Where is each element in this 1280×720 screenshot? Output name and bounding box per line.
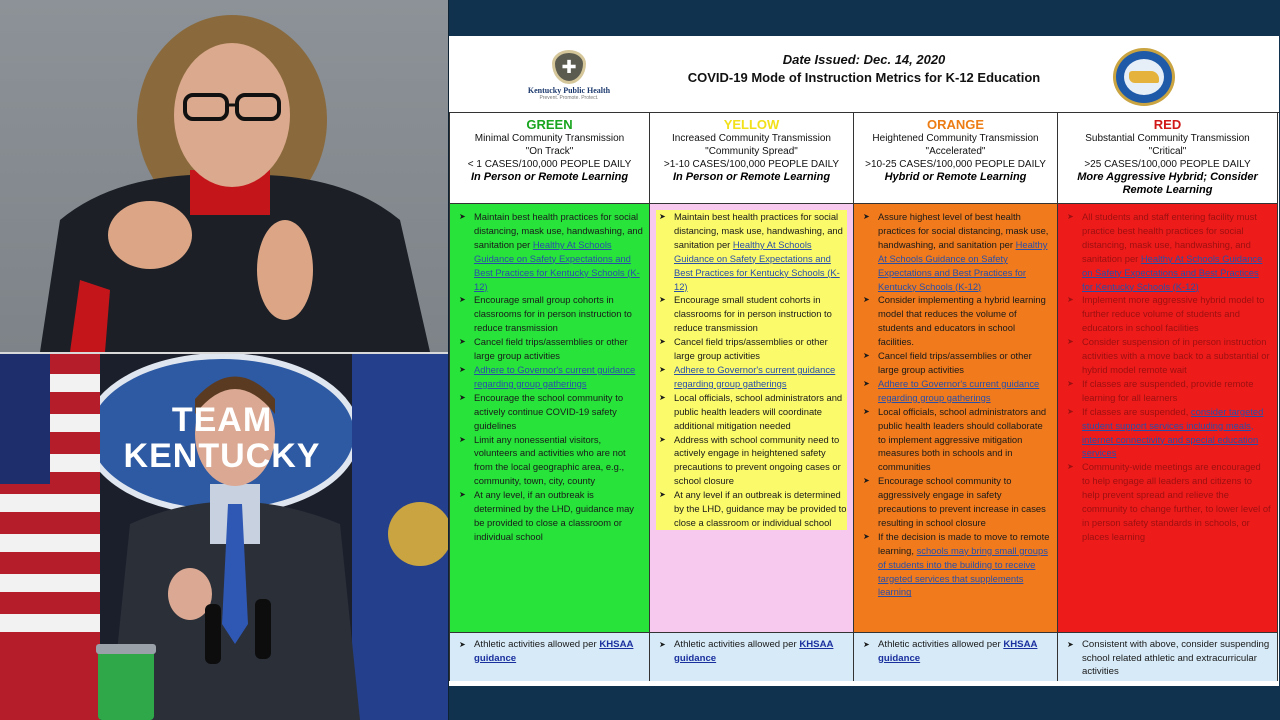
guidance-text: Encourage school community to aggressively engage in safety precautions to prevent increase in cases resulting in school closure: [878, 475, 1046, 528]
guidance-text: At any level if an outbreak is determined by the LHD, guidance may be provided to close a classroom or individual school: [674, 489, 847, 528]
athletics-text: Athletic activities allowed per: [474, 639, 600, 650]
guidance-link[interactable]: Adhere to Governor's current guidance regarding group gatherings: [674, 363, 836, 389]
khsaa-guidance-link[interactable]: KHSAA guidance: [674, 639, 834, 664]
guidance-item: [1064, 460, 1271, 543]
guidance-link[interactable]: Adhere to Governor's current guidance regarding group gatherings: [474, 363, 636, 389]
guidance-link[interactable]: schools may bring small groups of students into the building to receive targeted services that supplements learning: [878, 544, 1048, 598]
guidance-item: [456, 488, 643, 544]
slide-header: [449, 36, 1279, 112]
guidance-item: [1064, 335, 1271, 377]
guidance-item: [860, 405, 1051, 475]
guidance-item: [860, 210, 1051, 293]
guidance-item: [656, 293, 847, 335]
case-threshold: < 1 CASES/100,000 PEOPLE DAILY: [467, 159, 632, 170]
guidance-text: Implement more aggressive hybrid model to further reduce volume of students and educators in school facilities: [1082, 294, 1265, 334]
athletics-text: Consistent with above, consider suspending school related athletic and extracurricular activities: [1082, 639, 1270, 677]
case-threshold: >1-10 CASES/100,000 PEOPLE DAILY: [663, 159, 840, 170]
guidance-item: [860, 293, 1051, 349]
guidance-list-area: [650, 204, 853, 632]
column-header: [650, 113, 853, 204]
guidance-text: Consider implementing a hybrid learning model that reduces the volume of students and educators in school facilities.: [878, 294, 1046, 348]
team-kentucky-sign: TEAM KENTUCKY: [123, 401, 321, 475]
case-threshold: >10-25 CASES/100,000 PEOPLE DAILY: [865, 159, 1046, 170]
athletics-row: [450, 632, 649, 681]
guidance-text: Maintain best health practices for social distancing, mask use, handwashing, and sanitation per: [674, 211, 843, 250]
transmission-label: Heightened Community Transmission: [872, 133, 1039, 144]
guidance-list: [1064, 210, 1271, 544]
guidance-item: [860, 474, 1051, 530]
athletics-row: [650, 632, 853, 681]
guidance-item: [656, 363, 847, 391]
guidance-item: [860, 530, 1051, 600]
logo-tagline: Prevent. Promote. Protect.: [539, 95, 599, 101]
governor-video: [0, 354, 448, 720]
guidance-list: [860, 210, 1051, 599]
guidance-link[interactable]: Healthy At Schools Guidance on Safety Expectations and Best Practices for Kentucky Schools (K-12): [878, 238, 1048, 292]
guidance-item: [1064, 293, 1271, 335]
guidance-list: [656, 210, 847, 530]
guidance-item: [656, 433, 847, 489]
slide-title: COVID-19 Mode of Instruction Metrics for K-12 Education: [687, 70, 1041, 85]
guidance-item: [456, 293, 643, 335]
guidance-text: Cancel field trips/assemblies or other large group activities: [674, 336, 828, 362]
transmission-label: Minimal Community Transmission: [474, 133, 625, 144]
level-name: ORANGE: [926, 117, 985, 132]
case-threshold: >25 CASES/100,000 PEOPLE DAILY: [1084, 159, 1251, 170]
guidance-text: Address with school community need to actively engage in heightened safety precautions to prevent ongoing cases or school closure: [674, 433, 841, 487]
guidance-list-area: [1058, 204, 1277, 632]
guidance-item: [456, 210, 643, 293]
column-orange: [853, 113, 1057, 681]
khsaa-guidance-link[interactable]: KHSAA guidance: [878, 639, 1038, 664]
instruction-mode: Hybrid or Remote Learning: [884, 171, 1027, 183]
guidance-item: [456, 363, 643, 391]
guidance-text: Cancel field trips/assemblies or other large group activities: [474, 336, 628, 362]
guidance-text: Encourage small group cohorts in classrooms for in person instruction to reduce transmission: [474, 294, 632, 334]
instruction-mode: More Aggressive Hybrid; Consider Remote Learning: [1077, 171, 1258, 196]
transmission-label: Substantial Community Transmission: [1085, 133, 1250, 144]
column-red: [1057, 113, 1278, 681]
guidance-text: Local officials, school administrators and public health leaders should collaborate to implement aggressive mitigation measures both in schools and in communities: [878, 405, 1047, 473]
guidance-text: If classes are suspended,: [1082, 405, 1191, 417]
athletics-text: Athletic activities allowed per: [878, 639, 1004, 650]
interpreter-figure: [0, 0, 448, 352]
guidance-list: [456, 210, 643, 544]
level-name: RED: [1153, 117, 1182, 132]
instruction-mode: In Person or Remote Learning: [672, 171, 831, 183]
guidance-link[interactable]: consider targeted student support services including meals, internet connectivity and special education services: [1082, 405, 1264, 459]
athletics-row: [1058, 632, 1277, 681]
guidance-item: [1064, 405, 1271, 461]
guidance-text: Consider suspension of in person instruction activities with a move back to a substantial or hybrid model remote wait: [1082, 336, 1270, 375]
guidance-text: Local officials, school administrators and public health leaders will coordinate additional mitigation needed: [674, 391, 843, 431]
athletics-item: [860, 638, 1051, 665]
athletics-text: Athletic activities allowed per: [674, 639, 800, 650]
metrics-table: [449, 112, 1279, 680]
guidance-item: [656, 488, 847, 530]
status-label: "Community Spread": [705, 146, 798, 157]
guidance-text: All students and staff entering facility must practice best health practices for social distancing, mask use, handwashing, and sanitation per: [1082, 211, 1257, 264]
interpreter-video: [0, 0, 448, 352]
column-header: [1058, 113, 1277, 204]
guidance-link[interactable]: Healthy At Schools Guidance on Safety Expectations and Best Practices for Kentucky Schools (K-12): [674, 238, 840, 292]
guidance-link[interactable]: Healthy At Schools Guidance on Safety Expectations and Best Practices for Kentucky Schools (K-12): [474, 238, 640, 292]
guidance-item: [456, 335, 643, 363]
athletics-item: [656, 638, 847, 665]
guidance-item: [860, 377, 1051, 405]
guidance-text: Cancel field trips/assemblies or other large group activities: [878, 350, 1032, 375]
guidance-link[interactable]: Healthy At Schools Guidance on Safety Expectations and Best Practices for Kentucky Schools (K-12): [1082, 252, 1263, 292]
athletics-row: [854, 632, 1057, 681]
guidance-item: [1064, 210, 1271, 293]
column-yellow: [649, 113, 853, 681]
guidance-text: At any level, if an outbreak is determined by the LHD, guidance may be provided to close a classroom or individual school: [474, 489, 634, 542]
guidance-item: [860, 349, 1051, 377]
guidance-item: [656, 210, 847, 293]
guidance-text: Encourage the school community to actively continue COVID-19 safety guidelines: [474, 391, 624, 431]
guidance-text: Community-wide meetings are encouraged to help engage all leaders and citizens to help prevent spread and relieve the community to change further, to lower level of in person safety standards in schools, or places learning: [1082, 461, 1271, 542]
guidance-text: If classes are suspended, provide remote learning for all learners: [1082, 377, 1254, 403]
guidance-item: [656, 335, 847, 363]
kentucky-seal-icon: [1113, 48, 1175, 106]
instruction-mode: In Person or Remote Learning: [470, 171, 629, 183]
guidance-text: If the decision is made to move to remote learning,: [878, 530, 1050, 556]
guidance-text: Maintain best health practices for social distancing, mask use, handwashing, and sanitation per: [474, 211, 643, 250]
guidance-item: [656, 391, 847, 433]
column-header: [854, 113, 1057, 204]
guidance-text: Assure highest level of best health practices for social distancing, mask use, handwashing, and sanitation per: [878, 211, 1049, 250]
transmission-label: Increased Community Transmission: [672, 133, 831, 144]
guidance-list-area: [854, 204, 1057, 632]
athletics-item: [1064, 638, 1271, 679]
level-name: GREEN: [526, 117, 573, 132]
logo-org-name: Kentucky Public Health: [527, 86, 611, 95]
athletics-item: [456, 638, 643, 665]
guidance-text: Encourage small student cohorts in classrooms for in person instruction to reduce transmission: [674, 294, 832, 334]
guidance-item: [456, 391, 643, 433]
date-issued: Date Issued: Dec. 14, 2020: [782, 52, 946, 67]
shield-cross-icon: ✚: [552, 50, 586, 84]
covid-metrics-slide: [449, 36, 1279, 686]
column-header: [450, 113, 649, 204]
guidance-item: [456, 433, 643, 489]
status-label: "Critical": [1148, 146, 1187, 157]
guidance-list-area: [450, 204, 649, 632]
khsaa-guidance-link[interactable]: KHSAA guidance: [474, 639, 634, 664]
column-green: [449, 113, 649, 681]
guidance-link[interactable]: Adhere to Governor's current guidance regarding group gatherings: [878, 377, 1040, 403]
status-label: "Accelerated": [925, 146, 986, 157]
level-name: YELLOW: [723, 117, 780, 132]
status-label: "On Track": [525, 146, 574, 157]
guidance-item: [1064, 377, 1271, 405]
guidance-text: Limit any nonessential visitors, volunteers and activities who are not from the local geographic area, e.g., community, town, city, county: [474, 433, 626, 487]
